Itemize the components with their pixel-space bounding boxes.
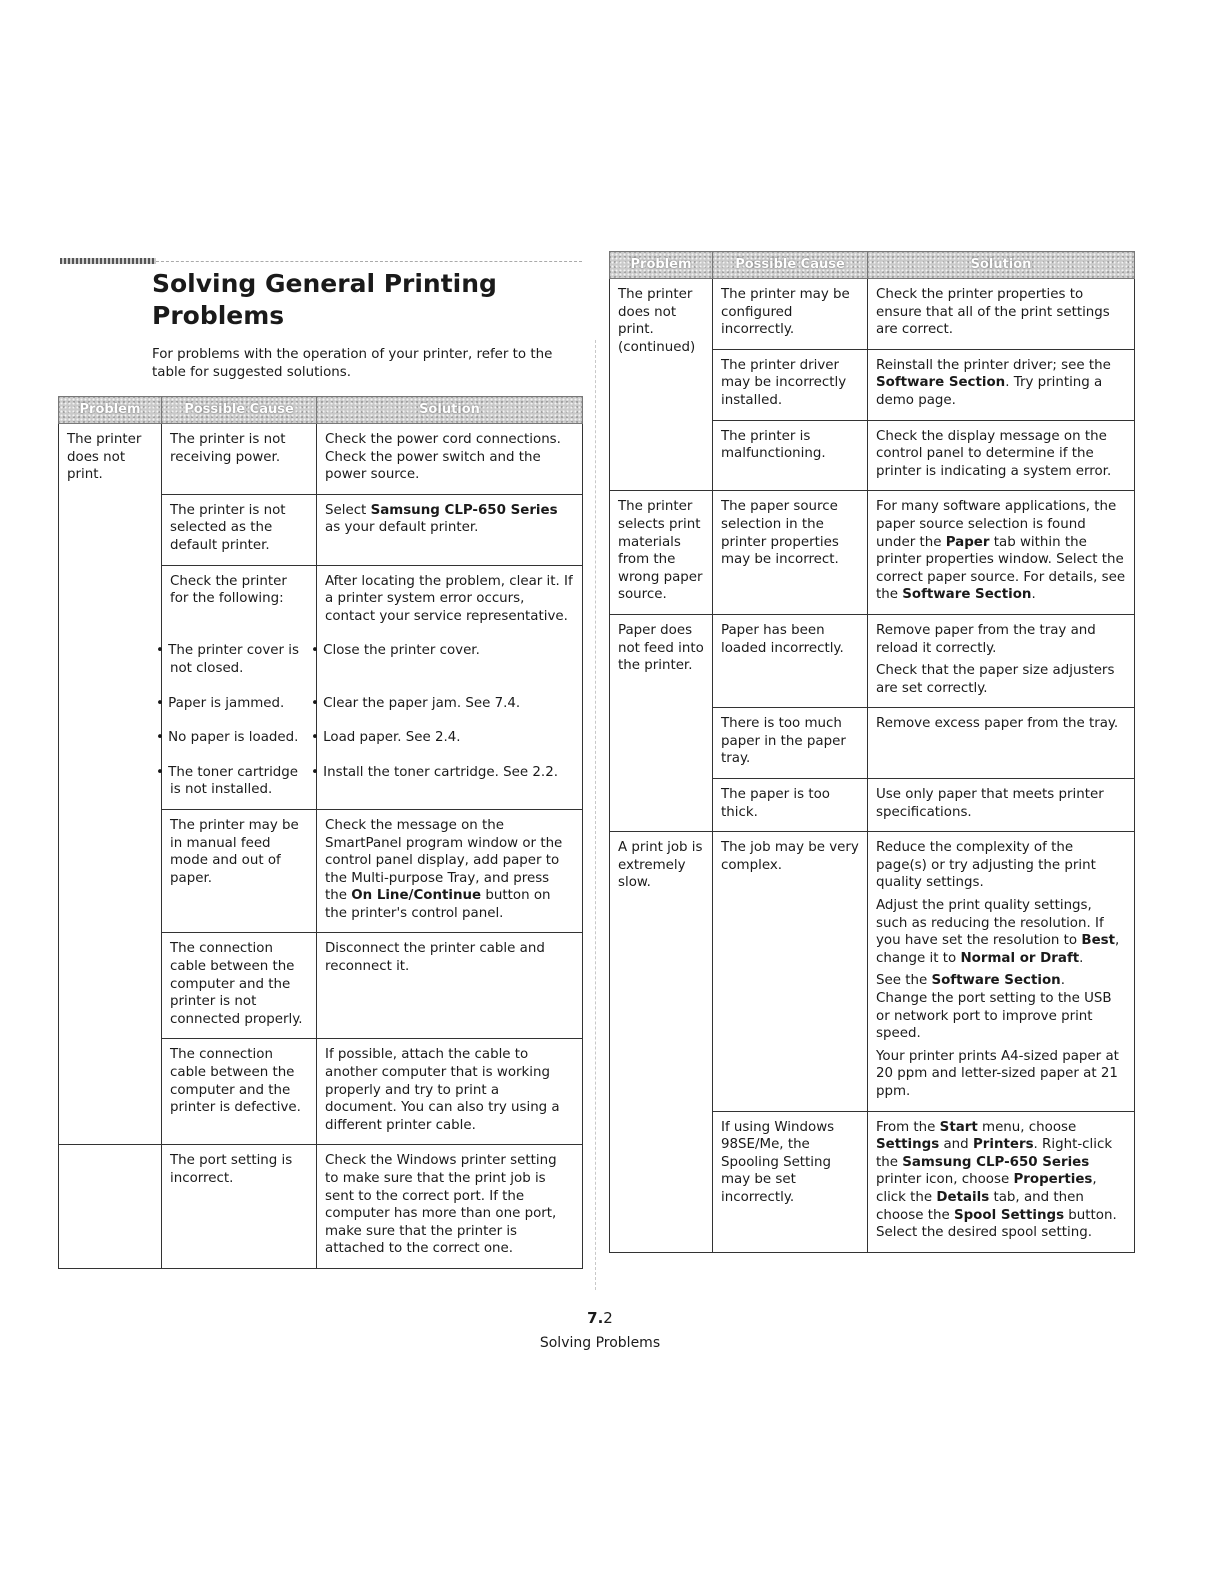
text-run: .	[1060, 973, 1065, 989]
solution-cell	[868, 614, 1135, 707]
solution-cell	[868, 491, 1135, 615]
cause-cell: The paper is too thick.	[713, 779, 868, 832]
solution-paragraph: Check that the paper size adjusters are set correctly.	[876, 663, 1115, 696]
header-solution: Solution	[868, 252, 1135, 279]
solution-paragraph: Your printer prints A4-sized paper at 20 ppm and letter-sized paper at 21 ppm.	[876, 1048, 1119, 1099]
header-problem: Problem	[610, 252, 713, 279]
solution-paragraph: Reduce the complexity of the page(s) or try adjusting the print quality settings.	[876, 840, 1096, 891]
header-decoration	[60, 258, 156, 264]
text-run: , change it to	[876, 933, 1120, 966]
text-run: as your default printer.	[325, 520, 479, 536]
text-run-bold: Spool Settings	[953, 1207, 1065, 1223]
text-run-bold: Samsung CLP-650 Series	[902, 1154, 1090, 1170]
cause-cell: If using Windows 98SE/Me, the Spooling Setting may be set incorrectly.	[713, 1111, 868, 1252]
solution-cell	[317, 494, 583, 565]
text-run-bold: Details	[936, 1189, 990, 1205]
text-run-bold: On Line/Continue	[351, 888, 482, 904]
cause-cell: Check the printer for the following:	[162, 565, 317, 635]
problem-cell: The printer does not print.	[59, 424, 162, 1145]
cause-cell: The port setting is incorrect.	[162, 1145, 317, 1269]
solution-cell	[317, 809, 583, 933]
page-title-line1: Solving General Printing	[152, 269, 497, 298]
intro-text: For problems with the operation of your printer, refer to the table for suggested solutions.	[152, 347, 553, 380]
header-possible-cause: Possible Cause	[162, 397, 317, 424]
solution-cell: Use only paper that meets printer specifications.	[868, 779, 1135, 832]
text-run: . Try printing a demo page.	[876, 375, 1103, 408]
solution-cell: Disconnect the printer cable and reconnect it.	[317, 933, 583, 1039]
header-solution: Solution	[317, 397, 583, 424]
text-run-bold: Best	[1081, 933, 1116, 949]
page-title-line2: Problems	[152, 301, 285, 330]
cause-cell: Paper has been loaded incorrectly.	[713, 614, 868, 707]
text-run: For many software applications, the paper source selection is found under the	[876, 499, 1117, 550]
cause-cell: The printer is malfunctioning.	[713, 420, 868, 491]
text-run-bold: Software Section	[931, 973, 1061, 989]
text-run-bold: Samsung CLP-650 Series	[370, 502, 558, 518]
text-run: button. Select the desired spool setting.	[876, 1207, 1117, 1241]
solution-cell: If possible, attach the cable to another computer that is working properly and try to print a document. You can also try using a different printer cable.	[317, 1039, 583, 1145]
table-row	[610, 832, 1135, 1111]
solution-bullet: • Load paper. See 2.4.	[317, 722, 583, 757]
column-divider	[595, 340, 596, 1290]
page-title	[152, 268, 572, 332]
text-run-bold: Settings	[876, 1137, 940, 1153]
table-row	[610, 614, 1135, 707]
cause-bullet: • The toner cartridge is not installed.	[162, 757, 317, 810]
solution-cell	[868, 349, 1135, 420]
text-run: menu, choose	[977, 1119, 1077, 1135]
solution-bullet: • Close the printer cover.	[317, 635, 583, 687]
table-row	[610, 491, 1135, 615]
text-run-bold: Software Section	[876, 375, 1006, 391]
text-run-bold: Properties	[1013, 1172, 1093, 1188]
solution-paragraph	[876, 897, 1126, 967]
solution-paragraph: Remove paper from the tray and reload it correctly.	[876, 622, 1096, 656]
text-run: printer icon, choose	[876, 1172, 1014, 1188]
problem-cell: Paper does not feed into the printer.	[610, 614, 713, 831]
cause-cell: The printer may be in manual feed mode and out of paper.	[162, 809, 317, 933]
page-number	[540, 1310, 660, 1328]
page-number-page: 2	[603, 1309, 613, 1327]
table-row	[59, 424, 583, 495]
text-run: From the	[876, 1119, 940, 1135]
cause-bullet: • Paper is jammed.	[162, 688, 317, 723]
text-run-bold: Start	[939, 1119, 978, 1135]
cause-cell: The paper source selection in the printer properties may be incorrect.	[713, 491, 868, 615]
cause-bullet: • No paper is loaded.	[162, 722, 317, 757]
table-header-row	[610, 252, 1135, 279]
header-rule	[156, 261, 582, 262]
cause-cell: There is too much paper in the paper tray.	[713, 708, 868, 779]
troubleshooting-table-right	[609, 251, 1135, 1253]
solution-paragraph	[876, 972, 1126, 990]
cause-cell: The job may be very complex.	[713, 832, 868, 1111]
text-run: Reinstall the printer driver; see the	[876, 357, 1111, 373]
cause-cell: The printer may be configured incorrectly.	[713, 279, 868, 350]
text-run: .	[1031, 587, 1036, 603]
text-run: . Right-click the	[876, 1137, 1113, 1170]
problem-cell: The printer does not print. (continued)	[610, 279, 713, 491]
text-run: tab, and then choose the	[876, 1189, 1084, 1223]
text-run-bold: Paper	[945, 534, 990, 550]
text-run: Check the message on the SmartPanel program window or the control panel display, add paper to the Multi-purpose Tray, and press the	[325, 817, 563, 904]
table-header-row	[59, 397, 583, 424]
solution-cell: Remove excess paper from the tray.	[868, 708, 1135, 779]
cause-cell: The printer driver may be incorrectly installed.	[713, 349, 868, 420]
solution-bullet: • Clear the paper jam. See 7.4.	[317, 688, 583, 723]
header-possible-cause: Possible Cause	[713, 252, 868, 279]
cause-cell: The connection cable between the computer and the printer is defective.	[162, 1039, 317, 1145]
cause-cell: The connection cable between the computer and the printer is not connected properly.	[162, 933, 317, 1039]
text-run: button on the printer's control panel.	[325, 888, 551, 921]
solution-cell: Check the display message on the control panel to determine if the printer is indicating a system error.	[868, 420, 1135, 491]
text-run: , click the	[876, 1172, 1097, 1205]
table-row	[59, 1145, 583, 1269]
text-run: Select	[325, 502, 371, 518]
cause-cell: The printer is not receiving power.	[162, 424, 317, 495]
problem-cell-empty	[59, 1145, 162, 1269]
solution-paragraph: Change the port setting to the USB or network port to improve print speed.	[876, 991, 1112, 1042]
solution-cell: After locating the problem, clear it. If a printer system error occurs, contact your service representative.	[317, 565, 583, 635]
solution-cell: Check the power cord connections. Check the power switch and the power source.	[317, 424, 583, 495]
page-number-chapter: 7.	[587, 1309, 604, 1327]
text-run: and	[939, 1137, 973, 1153]
text-run: tab within the printer properties window. Select the correct paper source. For details, see the	[876, 534, 1126, 603]
text-run: Adjust the print quality settings, such as reducing the resolution. If you have set the resolution to	[876, 898, 1104, 949]
solution-cell: Check the printer properties to ensure that all of the print settings are correct.	[868, 279, 1135, 350]
header-problem: Problem	[59, 397, 162, 424]
text-run-bold: Printers	[972, 1137, 1034, 1153]
cause-bullet: • The printer cover is not closed.	[162, 635, 317, 687]
footer-title: Solving Problems	[539, 1335, 661, 1351]
solution-cell: Check the Windows printer setting to make sure that the print job is sent to the correct port. If the computer has more than one port, make sure that the printer is attached to the correct one.	[317, 1145, 583, 1269]
text-run-bold: Normal or Draft	[960, 950, 1080, 966]
problem-cell: The printer selects print materials from the wrong paper source.	[610, 491, 713, 615]
solution-cell	[868, 1111, 1135, 1252]
text-run-bold: Software Section	[902, 587, 1032, 603]
text-run: .	[1079, 950, 1084, 966]
table-row	[610, 279, 1135, 350]
solution-cell	[868, 832, 1135, 1111]
text-run: See the	[876, 973, 932, 989]
problem-cell: A print job is extremely slow.	[610, 832, 713, 1252]
troubleshooting-table-left	[58, 396, 583, 1269]
cause-cell: The printer is not selected as the default printer.	[162, 494, 317, 565]
solution-bullet: • Install the toner cartridge. See 2.2.	[317, 757, 583, 810]
